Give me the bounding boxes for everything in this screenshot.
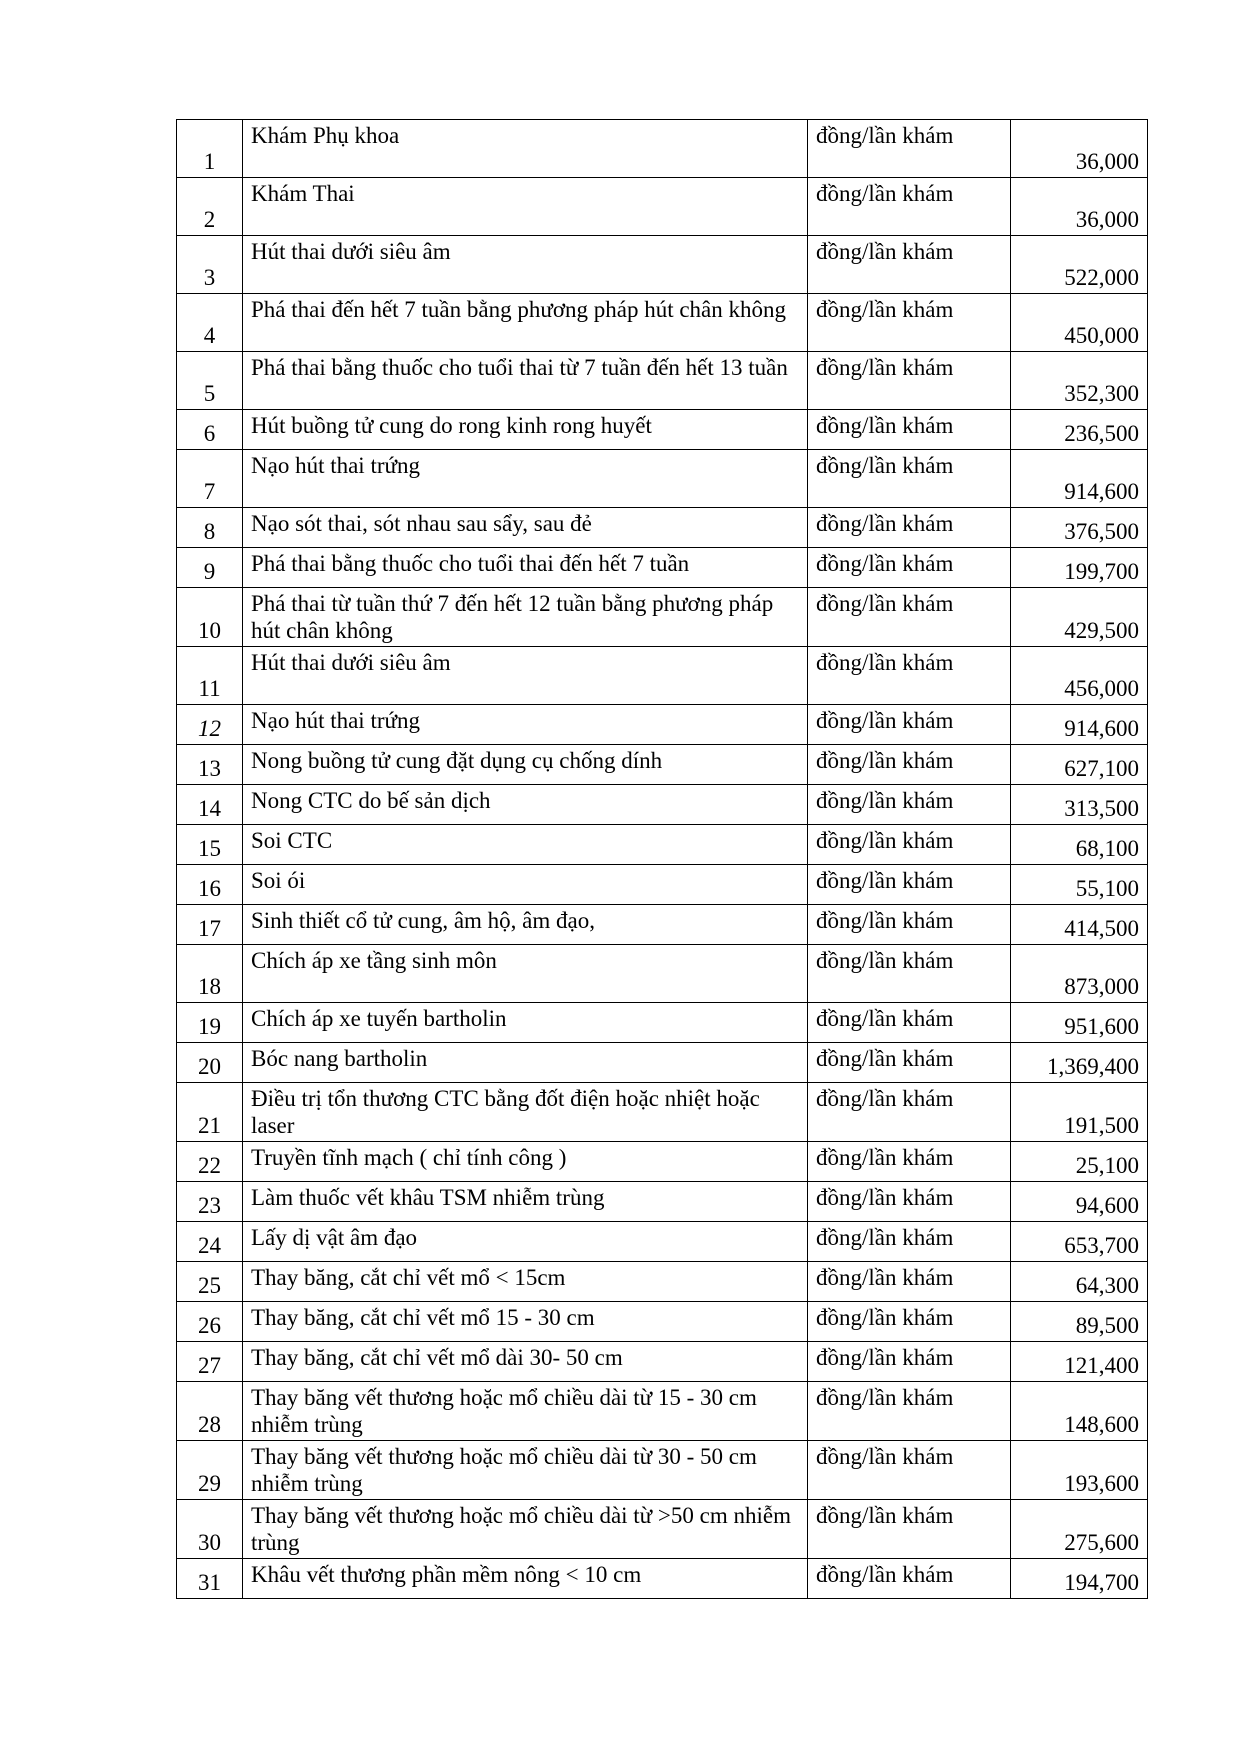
service-name-cell: Hút thai dưới siêu âm [243, 236, 808, 294]
service-name-cell: Thay băng, cắt chỉ vết mổ dài 30- 50 cm [243, 1342, 808, 1382]
price-cell: 55,100 [1011, 865, 1148, 905]
unit-cell: đồng/lần khám [808, 1302, 1011, 1342]
table-row [177, 705, 1148, 745]
unit-cell: đồng/lần khám [808, 450, 1011, 508]
unit-cell: đồng/lần khám [808, 705, 1011, 745]
unit-cell: đồng/lần khám [808, 1441, 1011, 1500]
price-cell: 64,300 [1011, 1262, 1148, 1302]
table-row [177, 450, 1148, 508]
table-row [177, 1182, 1148, 1222]
fee-table-body [177, 120, 1148, 1599]
service-name-cell: Khám Phụ khoa [243, 120, 808, 178]
service-name-cell: Thay băng, cắt chỉ vết mổ < 15cm [243, 1262, 808, 1302]
row-number-cell: 12 [177, 705, 243, 745]
service-name-cell: Nong buồng tử cung đặt dụng cụ chống dính [243, 745, 808, 785]
unit-cell: đồng/lần khám [808, 825, 1011, 865]
table-row [177, 1382, 1148, 1441]
row-number-cell: 8 [177, 508, 243, 548]
row-number-cell: 29 [177, 1441, 243, 1500]
price-cell: 1,369,400 [1011, 1043, 1148, 1083]
price-cell: 653,700 [1011, 1222, 1148, 1262]
price-cell: 191,500 [1011, 1083, 1148, 1142]
price-cell: 194,700 [1011, 1559, 1148, 1599]
service-name-cell: Nạo hút thai trứng [243, 450, 808, 508]
row-number-cell: 1 [177, 120, 243, 178]
row-number-cell: 15 [177, 825, 243, 865]
service-name-cell: Điều trị tổn thương CTC bằng đốt điện hoặc nhiệt hoặc laser [243, 1083, 808, 1142]
service-name-cell: Thay băng vết thương hoặc mổ chiều dài từ 15 - 30 cm nhiễm trùng [243, 1382, 808, 1441]
table-row [177, 1222, 1148, 1262]
service-name-cell: Thay băng vết thương hoặc mổ chiều dài từ 30 - 50 cm nhiễm trùng [243, 1441, 808, 1500]
row-number-cell: 24 [177, 1222, 243, 1262]
price-cell: 313,500 [1011, 785, 1148, 825]
service-name-cell: Lấy dị vật âm đạo [243, 1222, 808, 1262]
row-number-cell: 14 [177, 785, 243, 825]
service-name-cell: Làm thuốc vết khâu TSM nhiễm trùng [243, 1182, 808, 1222]
service-name-cell: Soi CTC [243, 825, 808, 865]
unit-cell: đồng/lần khám [808, 352, 1011, 410]
row-number-cell: 9 [177, 548, 243, 588]
unit-cell: đồng/lần khám [808, 588, 1011, 647]
table-row [177, 647, 1148, 705]
unit-cell: đồng/lần khám [808, 1222, 1011, 1262]
unit-cell: đồng/lần khám [808, 1083, 1011, 1142]
price-cell: 25,100 [1011, 1142, 1148, 1182]
row-number-cell: 23 [177, 1182, 243, 1222]
unit-cell: đồng/lần khám [808, 1043, 1011, 1083]
service-name-cell: Thay băng, cắt chỉ vết mổ 15 - 30 cm [243, 1302, 808, 1342]
row-number-cell: 25 [177, 1262, 243, 1302]
unit-cell: đồng/lần khám [808, 410, 1011, 450]
price-cell: 68,100 [1011, 825, 1148, 865]
service-name-cell: Nạo hút thai trứng [243, 705, 808, 745]
price-cell: 236,500 [1011, 410, 1148, 450]
table-row [177, 785, 1148, 825]
row-number-cell: 7 [177, 450, 243, 508]
table-row [177, 548, 1148, 588]
row-number-cell: 19 [177, 1003, 243, 1043]
price-cell: 450,000 [1011, 294, 1148, 352]
service-name-cell: Soi ói [243, 865, 808, 905]
row-number-cell: 6 [177, 410, 243, 450]
unit-cell: đồng/lần khám [808, 1182, 1011, 1222]
price-cell: 456,000 [1011, 647, 1148, 705]
row-number-cell: 21 [177, 1083, 243, 1142]
table-row [177, 1043, 1148, 1083]
table-row [177, 352, 1148, 410]
unit-cell: đồng/lần khám [808, 1003, 1011, 1043]
unit-cell: đồng/lần khám [808, 647, 1011, 705]
service-name-cell: Khám Thai [243, 178, 808, 236]
price-cell: 94,600 [1011, 1182, 1148, 1222]
unit-cell: đồng/lần khám [808, 178, 1011, 236]
table-row [177, 508, 1148, 548]
table-row [177, 1083, 1148, 1142]
row-number-cell: 11 [177, 647, 243, 705]
unit-cell: đồng/lần khám [808, 785, 1011, 825]
service-name-cell: Hút buồng tử cung do rong kinh rong huyết [243, 410, 808, 450]
price-cell: 873,000 [1011, 945, 1148, 1003]
service-name-cell: Chích áp xe tuyến bartholin [243, 1003, 808, 1043]
table-row [177, 905, 1148, 945]
price-cell: 36,000 [1011, 120, 1148, 178]
service-name-cell: Chích áp xe tầng sinh môn [243, 945, 808, 1003]
table-row [177, 410, 1148, 450]
unit-cell: đồng/lần khám [808, 236, 1011, 294]
table-row [177, 1342, 1148, 1382]
table-row [177, 1441, 1148, 1500]
price-cell: 352,300 [1011, 352, 1148, 410]
service-name-cell: Phá thai bằng thuốc cho tuổi thai đến hết 7 tuần [243, 548, 808, 588]
service-fee-table [176, 119, 1148, 1599]
table-row [177, 1003, 1148, 1043]
table-row [177, 120, 1148, 178]
price-cell: 414,500 [1011, 905, 1148, 945]
service-name-cell: Phá thai bằng thuốc cho tuổi thai từ 7 tuần đến hết 13 tuần [243, 352, 808, 410]
table-row [177, 1262, 1148, 1302]
price-cell: 951,600 [1011, 1003, 1148, 1043]
price-cell: 429,500 [1011, 588, 1148, 647]
row-number-cell: 17 [177, 905, 243, 945]
price-cell: 148,600 [1011, 1382, 1148, 1441]
service-name-cell: Sinh thiết cổ tử cung, âm hộ, âm đạo, [243, 905, 808, 945]
service-name-cell: Thay băng vết thương hoặc mổ chiều dài từ >50 cm nhiễm trùng [243, 1500, 808, 1559]
service-name-cell: Hút thai dưới siêu âm [243, 647, 808, 705]
row-number-cell: 18 [177, 945, 243, 1003]
unit-cell: đồng/lần khám [808, 120, 1011, 178]
price-cell: 193,600 [1011, 1441, 1148, 1500]
unit-cell: đồng/lần khám [808, 508, 1011, 548]
price-cell: 199,700 [1011, 548, 1148, 588]
price-cell: 36,000 [1011, 178, 1148, 236]
row-number-cell: 31 [177, 1559, 243, 1599]
price-cell: 522,000 [1011, 236, 1148, 294]
service-name-cell: Nong CTC do bế sản dịch [243, 785, 808, 825]
price-cell: 914,600 [1011, 450, 1148, 508]
unit-cell: đồng/lần khám [808, 1500, 1011, 1559]
table-row [177, 178, 1148, 236]
row-number-cell: 5 [177, 352, 243, 410]
price-cell: 121,400 [1011, 1342, 1148, 1382]
unit-cell: đồng/lần khám [808, 294, 1011, 352]
table-row [177, 1500, 1148, 1559]
unit-cell: đồng/lần khám [808, 548, 1011, 588]
table-row [177, 865, 1148, 905]
unit-cell: đồng/lần khám [808, 1382, 1011, 1441]
unit-cell: đồng/lần khám [808, 865, 1011, 905]
price-cell: 376,500 [1011, 508, 1148, 548]
row-number-cell: 30 [177, 1500, 243, 1559]
service-name-cell: Phá thai đến hết 7 tuần bằng phương pháp hút chân không [243, 294, 808, 352]
row-number-cell: 3 [177, 236, 243, 294]
table-row [177, 1559, 1148, 1599]
row-number-cell: 4 [177, 294, 243, 352]
service-name-cell: Khâu vết thương phần mềm nông < 10 cm [243, 1559, 808, 1599]
row-number-cell: 16 [177, 865, 243, 905]
row-number-cell: 27 [177, 1342, 243, 1382]
service-name-cell: Truyền tĩnh mạch ( chỉ tính công ) [243, 1142, 808, 1182]
service-name-cell: Nạo sót thai, sót nhau sau sẩy, sau đẻ [243, 508, 808, 548]
unit-cell: đồng/lần khám [808, 945, 1011, 1003]
row-number-cell: 10 [177, 588, 243, 647]
unit-cell: đồng/lần khám [808, 905, 1011, 945]
row-number-cell: 28 [177, 1382, 243, 1441]
table-row [177, 294, 1148, 352]
unit-cell: đồng/lần khám [808, 1342, 1011, 1382]
unit-cell: đồng/lần khám [808, 745, 1011, 785]
price-cell: 275,600 [1011, 1500, 1148, 1559]
row-number-cell: 2 [177, 178, 243, 236]
row-number-cell: 26 [177, 1302, 243, 1342]
table-row [177, 825, 1148, 865]
row-number-cell: 13 [177, 745, 243, 785]
table-row [177, 588, 1148, 647]
price-cell: 89,500 [1011, 1302, 1148, 1342]
price-cell: 627,100 [1011, 745, 1148, 785]
service-name-cell: Phá thai từ tuần thứ 7 đến hết 12 tuần bằng phương pháp hút chân không [243, 588, 808, 647]
service-name-cell: Bóc nang bartholin [243, 1043, 808, 1083]
table-row [177, 745, 1148, 785]
unit-cell: đồng/lần khám [808, 1262, 1011, 1302]
table-row [177, 945, 1148, 1003]
price-cell: 914,600 [1011, 705, 1148, 745]
table-row [177, 1302, 1148, 1342]
row-number-cell: 20 [177, 1043, 243, 1083]
table-row [177, 1142, 1148, 1182]
unit-cell: đồng/lần khám [808, 1142, 1011, 1182]
unit-cell: đồng/lần khám [808, 1559, 1011, 1599]
table-row [177, 236, 1148, 294]
row-number-cell: 22 [177, 1142, 243, 1182]
